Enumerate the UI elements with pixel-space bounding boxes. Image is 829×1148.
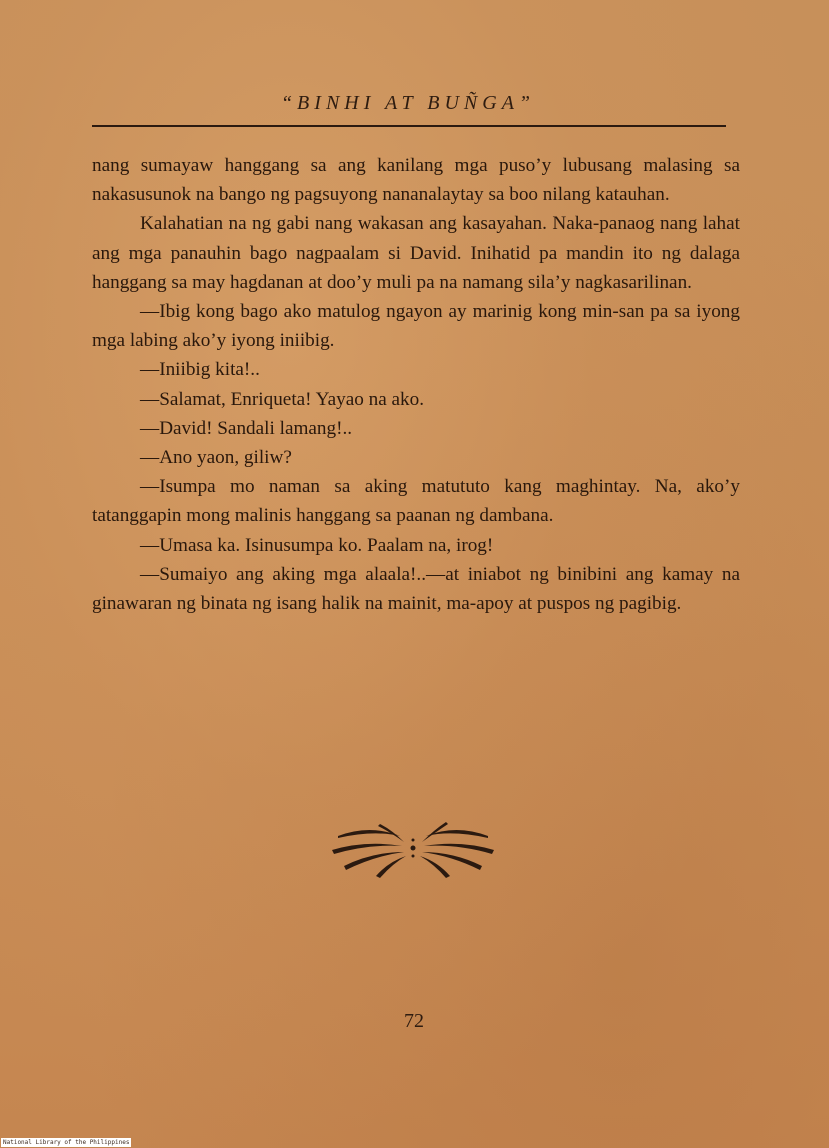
paragraph: —Iniibig kita!.. <box>140 359 260 381</box>
page-number: 72 <box>404 1010 424 1032</box>
paragraph: —Sumaiyo ang aking mga alaala!..—at iniabot ng binibini ang kamay na ginawaran ng binata ng isang halik na mainit, ma-apoy at puspos ng pagibig. <box>92 563 740 615</box>
footer-credit: National Library of the Philippines <box>3 1139 130 1146</box>
running-head: “BINHI AT BUÑGA” <box>280 92 536 114</box>
paragraph: —Ano yaon, giliw? <box>140 447 292 469</box>
paragraph: nang sumayaw hanggang sa ang kanilang mga puso’y lubusang malasing sa nakasusunok na bango ng pagsuyong nananalaytay sa boo nilang katauhan. <box>92 155 740 206</box>
paragraph: —Isumpa mo naman sa aking matututo kang maghintay. Na, ako’y tatanggapin mong malinis hanggang sa paanan ng dambana. <box>92 476 740 527</box>
paragraph: —Ibig kong bago ako matulog ngayon ay marinig kong min-san pa sa iyong mga labing ako’y iyong iniibig. <box>92 301 740 352</box>
paragraph: —Umasa ka. Isinusumpa ko. Paalam na, irog! <box>140 534 494 556</box>
floral-ornament-icon <box>330 818 496 880</box>
body-text <box>92 151 740 618</box>
paragraph: Kalahatian na ng gabi nang wakasan ang kasayahan. Naka-panaog nang lahat ang mga panauhin bago nagpaalam si David. Inihatid pa mandin ito ng dalaga hanggang sa may hagdanan at doo’y muli pa na namang sila’y nagkasarilinan. <box>92 213 740 293</box>
paragraph: —David! Sandali lamang!.. <box>140 417 353 439</box>
paragraph: —Salamat, Enriqueta! Yayao na ako. <box>140 388 425 410</box>
header-rule <box>92 125 726 127</box>
